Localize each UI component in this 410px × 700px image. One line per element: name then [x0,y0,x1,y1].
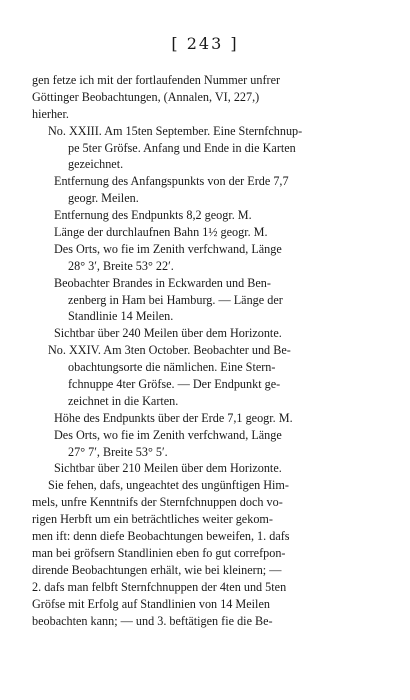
text-line: gen fetze ich mit der fortlaufenden Nummer unfrer [32,73,281,87]
text-line: dirende Beobachtungen erhält, wie bei kleinern; — [32,562,282,577]
text-line: Beobachter Brandes in Eckwarden und Ben- [54,275,271,290]
text-line: 28° 3′, Breite 53° 22′. [68,258,174,273]
text-line: rigen Herbft um ein beträchtliches weiter gekom- [32,512,273,527]
text-line: men ift: denn diefe Beobachtungen beweifen, 1. dafs [32,529,290,544]
text-line: fchnuppe 4ter Gröfse. — Der Endpunkt ge- [68,377,281,392]
text-line: Standlinie 14 Meilen. [68,309,174,324]
entry-heading-xxiv: No. XXIV. Am 3ten October. Beobachter und Be- [48,343,291,358]
text-line: pe 5ter Gröfse. Anfang und Ende in die Karten [68,140,296,155]
text-line: hierher. [32,106,69,121]
page-body [32,72,384,629]
text-line: man bei gröfsern Standlinien eben fo gut correfpon- [32,545,286,560]
text-line: obachtungsorte die nämlichen. Eine Stern- [68,360,276,375]
text-line: Sichtbar über 240 Meilen über dem Horizonte. [54,326,282,341]
text-line: Des Orts, wo fie im Zenith verfchwand, Länge [54,427,282,442]
page-number: [ 243 ] [171,34,239,53]
text-line: Länge der durchlaufnen Bahn 1½ geogr. M. [54,225,268,240]
text-line: Des Orts, wo fie im Zenith verfchwand, Länge [54,241,282,256]
text-line: beobachten kann; — und 3. beftätigen fie die Be- [32,613,273,628]
text-line: mels, unfre Kenntnifs der Sternfchnuppen doch vo- [32,495,283,510]
text-line: zeichnet in die Karten. [68,393,179,408]
text-line: Entfernung des Anfangspunkts von der Erde 7,7 [54,174,289,189]
entry-heading-xxiii: No. XXIII. Am 15ten September. Eine Sternfchnup- [48,123,303,138]
text-line: Höhe des Endpunkts über der Erde 7,1 geogr. M. [54,410,293,425]
text-line: Göttinger Beobachtungen, (Annalen, VI, 227,) [32,89,260,104]
text-line: geogr. Meilen. [68,191,139,206]
text-line: Sie fehen, dafs, ungeachtet des ungünftigen Him- [48,478,289,493]
text-line: Sichtbar über 210 Meilen über dem Horizonte. [54,461,282,476]
text-line: Entfernung des Endpunkts 8,2 geogr. M. [54,208,252,223]
text-line: zenberg in Ham bei Hamburg. — Länge der [68,292,283,307]
text-line: gezeichnet. [68,157,124,172]
text-line: 27° 7′, Breite 53° 5′. [68,444,168,459]
text-line: 2. dafs man felbft Sternfchnuppen der 4ten und 5ten [32,579,287,594]
text-line: Gröfse mit Erfolg auf Standlinien von 14 Meilen [32,596,270,611]
